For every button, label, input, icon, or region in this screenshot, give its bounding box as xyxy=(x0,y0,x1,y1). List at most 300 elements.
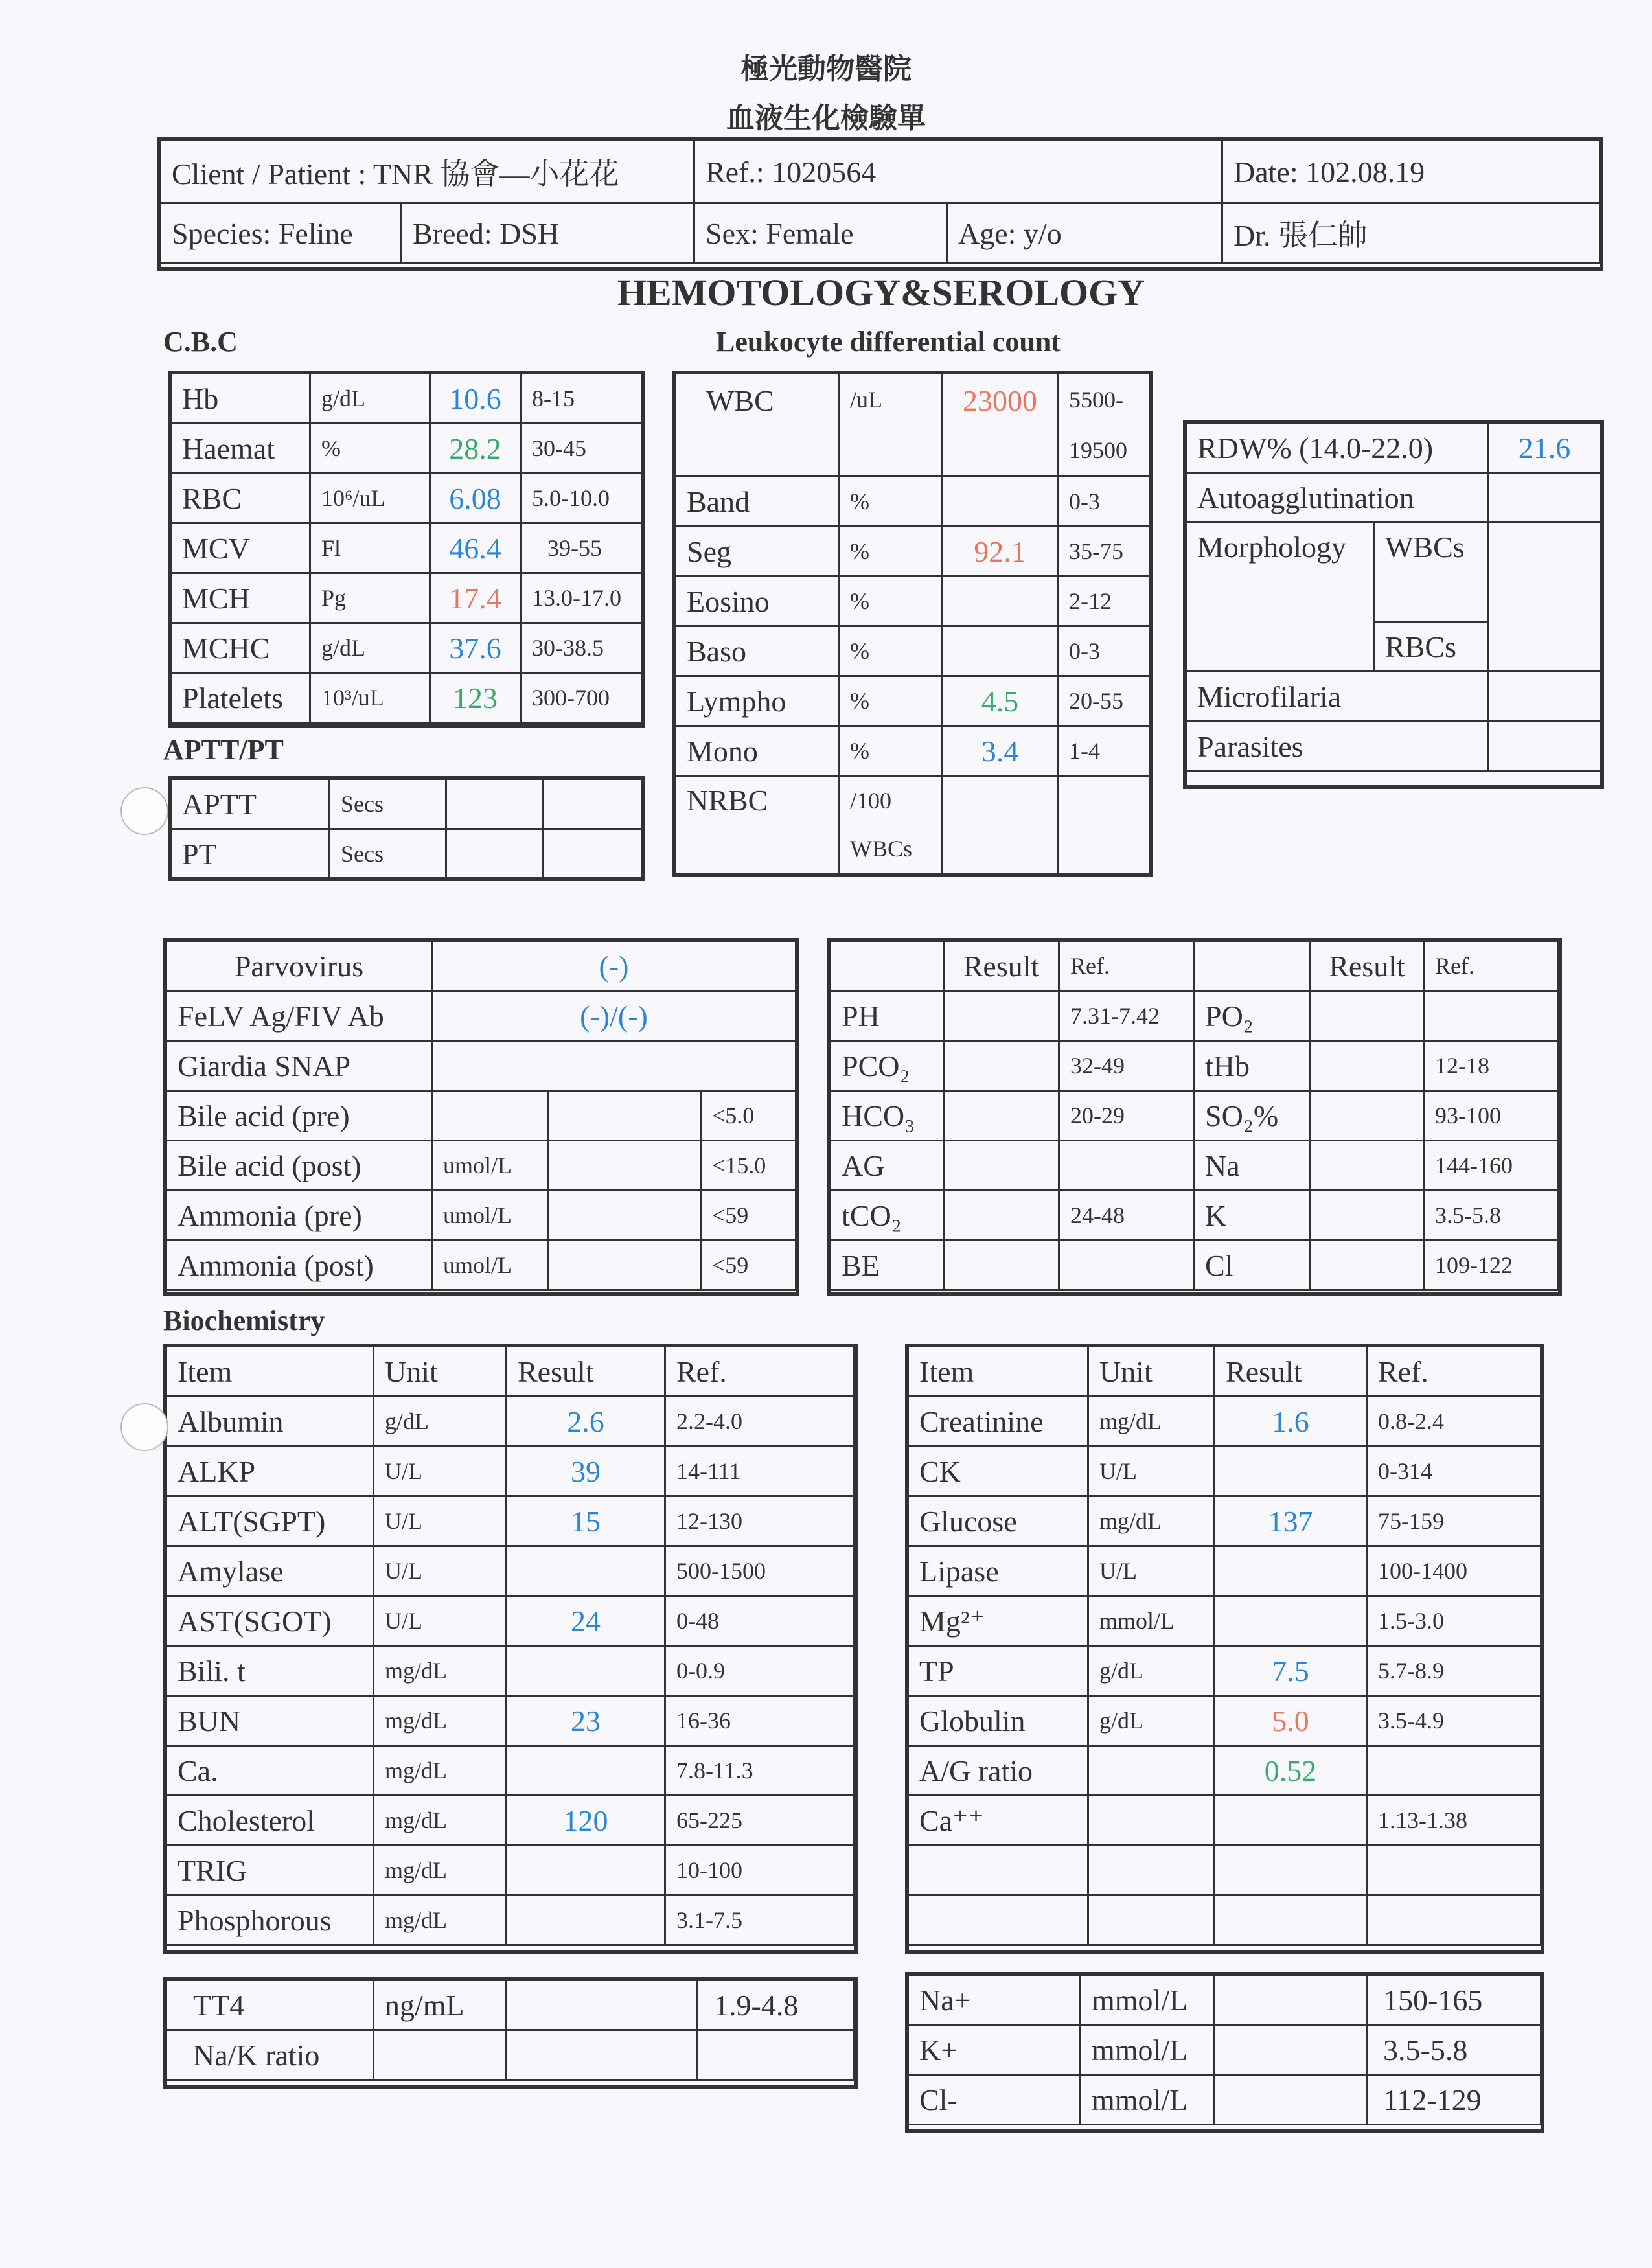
biochem-row xyxy=(166,1696,855,1746)
leukocyte-result xyxy=(943,577,1058,626)
biochem-unit-header: Unit xyxy=(374,1347,507,1397)
biochem-reference: 3.5-4.9 xyxy=(1367,1696,1541,1746)
biochem-result xyxy=(1215,1796,1367,1846)
serology-unit: umol/L xyxy=(432,1241,549,1290)
biochem-result: 0.52 xyxy=(1215,1746,1367,1796)
biochem-item-name: Bili. t xyxy=(166,1646,374,1696)
biochem-item-name: A/G ratio xyxy=(908,1746,1088,1796)
bloodgas-reference: 3.5-5.8 xyxy=(1424,1191,1559,1241)
cbc-table xyxy=(170,372,643,724)
species: Species: Feline xyxy=(161,203,402,264)
biochem-header-row xyxy=(166,1347,855,1397)
cbc-result: 17.4 xyxy=(430,573,521,623)
rdw-value: 21.6 xyxy=(1489,423,1601,473)
tt4-row xyxy=(166,2030,855,2080)
bloodgas-test-name: PO₂ xyxy=(1194,991,1311,1041)
cbc-row xyxy=(171,523,642,573)
bloodgas-row xyxy=(831,1091,1559,1141)
cbc-reference: 5.0-10.0 xyxy=(521,474,642,523)
leukocyte-row xyxy=(676,726,1150,776)
bloodgas-reference xyxy=(1059,1241,1194,1290)
leukocyte-row xyxy=(676,527,1150,577)
bloodgas-result xyxy=(1311,1091,1424,1141)
serology-table xyxy=(165,940,797,1291)
aptt-row xyxy=(171,829,642,879)
cbc-test-name: RBC xyxy=(171,474,310,523)
electrolyte-unit: mmol/L xyxy=(1081,2075,1215,2125)
morphology-value xyxy=(1489,523,1601,672)
morphology-rbcs-label: RBCs xyxy=(1374,622,1489,672)
biochem-row xyxy=(908,1796,1541,1846)
biochem-result xyxy=(507,1846,665,1896)
bloodgas-result-header-left: Result xyxy=(944,941,1059,991)
biochem-result xyxy=(507,1546,665,1596)
biochem-result xyxy=(507,1646,665,1696)
leukocyte-result: 23000 xyxy=(943,374,1058,477)
autoagglutination-value xyxy=(1489,473,1601,523)
serology-result xyxy=(549,1191,701,1241)
biochem-right-table xyxy=(907,1346,1542,1946)
biochem-result: 24 xyxy=(507,1596,665,1646)
leukocyte-unit: % xyxy=(839,726,943,776)
biochem-row xyxy=(166,1746,855,1796)
biochem-row xyxy=(908,1447,1541,1496)
sex: Sex: Female xyxy=(694,203,947,264)
biochem-unit: mg/dL xyxy=(374,1696,507,1746)
cbc-unit: % xyxy=(310,424,430,474)
form-title: 血液生化檢驗單 xyxy=(726,102,926,134)
biochem-row xyxy=(908,1596,1541,1646)
electrolyte-reference: 3.5-5.8 xyxy=(1367,2025,1541,2075)
biochem-item-name: Glucose xyxy=(908,1496,1088,1546)
bloodgas-test-name: tCO₂ xyxy=(831,1191,944,1241)
leukocyte-result: 3.4 xyxy=(943,726,1058,776)
doctor: Dr. 張仁帥 xyxy=(1222,203,1600,264)
bloodgas-result xyxy=(1311,1241,1424,1290)
biochem-reference: 100-1400 xyxy=(1367,1546,1541,1596)
leukocyte-reference xyxy=(1058,776,1150,874)
parvovirus-value: (-) xyxy=(432,941,796,991)
biochem-unit xyxy=(1088,1796,1215,1846)
biochem-row xyxy=(166,1796,855,1846)
bloodgas-test-name: HCO₃ xyxy=(831,1091,944,1141)
leukocyte-row xyxy=(676,374,1150,477)
bloodgas-reference xyxy=(1059,1141,1194,1191)
bloodgas-result xyxy=(1311,1141,1424,1191)
cbc-test-name: MCH xyxy=(171,573,310,623)
biochem-item-name: Amylase xyxy=(166,1546,374,1596)
biochem-result xyxy=(507,1746,665,1796)
biochem-item-name: ALKP xyxy=(166,1447,374,1496)
leukocyte-unit: % xyxy=(839,527,943,577)
autoagglutination-label: Autoagglutination xyxy=(1186,473,1489,523)
biochem-unit: mg/dL xyxy=(1088,1496,1215,1546)
bloodgas-test-name: Na xyxy=(1194,1141,1311,1191)
electrolyte-test-name: K+ xyxy=(908,2025,1081,2075)
biochem-unit: U/L xyxy=(374,1447,507,1496)
electrolytes-table xyxy=(907,1974,1542,2125)
biochem-unit: mg/dL xyxy=(1088,1397,1215,1447)
cbc-result: 37.6 xyxy=(430,623,521,673)
leukocyte-reference: 0-3 xyxy=(1058,626,1150,676)
giardia-value xyxy=(432,1041,796,1091)
bloodgas-test-name: AG xyxy=(831,1141,944,1191)
biochem-unit xyxy=(1088,1746,1215,1796)
parvovirus-label: Parvovirus xyxy=(166,941,432,991)
biochem-row xyxy=(908,1896,1541,1945)
biochem-row xyxy=(166,1546,855,1596)
leukocyte-row xyxy=(676,776,1150,874)
biochem-result xyxy=(1215,1896,1367,1945)
leukocyte-row xyxy=(676,676,1150,726)
bloodgas-reference xyxy=(1424,991,1559,1041)
microfilaria-value xyxy=(1489,672,1601,722)
serology-row xyxy=(166,1191,796,1241)
cbc-result: 6.08 xyxy=(430,474,521,523)
bloodgas-test-name: SO₂% xyxy=(1194,1091,1311,1141)
biochem-item-name: TRIG xyxy=(166,1846,374,1896)
biochem-item-name: Ca. xyxy=(166,1746,374,1796)
bloodgas-result xyxy=(944,1191,1059,1241)
biochem-reference xyxy=(1367,1846,1541,1896)
biochem-row xyxy=(166,1646,855,1696)
tt4-unit: ng/mL xyxy=(374,1980,507,2030)
cbc-result: 28.2 xyxy=(430,424,521,474)
aptt-reference xyxy=(544,829,642,879)
biochem-result-header: Result xyxy=(507,1347,665,1397)
parasites-value xyxy=(1489,722,1601,772)
section-title-leukocyte: Leukocyte differential count xyxy=(716,326,1061,358)
bloodgas-result xyxy=(1311,1191,1424,1241)
serology-test-name: Bile acid (pre) xyxy=(166,1091,432,1141)
biochem-unit: g/dL xyxy=(1088,1646,1215,1696)
aptt-unit: Secs xyxy=(330,779,446,829)
bloodgas-row xyxy=(831,1141,1559,1191)
biochem-row xyxy=(908,1496,1541,1546)
cbc-row xyxy=(171,474,642,523)
leukocyte-test-name: WBC xyxy=(676,374,839,477)
biochem-item-name: Ca⁺⁺ xyxy=(908,1796,1088,1846)
aptt-reference xyxy=(544,779,642,829)
leukocyte-test-name: NRBC xyxy=(676,776,839,874)
bloodgas-ref-header-left: Ref. xyxy=(1059,941,1194,991)
leukocyte-row xyxy=(676,477,1150,527)
tt4-table xyxy=(165,1979,855,2081)
biochem-unit: mg/dL xyxy=(374,1846,507,1896)
bloodgas-result-header-right: Result xyxy=(1311,941,1424,991)
electrolyte-row xyxy=(908,1975,1541,2025)
biochem-ref-header: Ref. xyxy=(1367,1347,1541,1397)
leukocyte-result xyxy=(943,477,1058,527)
biochem-unit xyxy=(1088,1846,1215,1896)
biochem-row xyxy=(908,1397,1541,1447)
biochem-item-name: Creatinine xyxy=(908,1397,1088,1447)
biochem-result: 5.0 xyxy=(1215,1696,1367,1746)
biochem-result xyxy=(1215,1546,1367,1596)
cbc-row xyxy=(171,623,642,673)
biochem-unit: mmol/L xyxy=(1088,1596,1215,1646)
section-title-cbc: C.B.C xyxy=(163,326,238,358)
biochem-result xyxy=(1215,1846,1367,1896)
biochem-unit: mg/dL xyxy=(374,1896,507,1945)
rdw-table xyxy=(1185,422,1601,772)
bloodgas-ref-header-right: Ref. xyxy=(1424,941,1559,991)
biochem-item-name: Lipase xyxy=(908,1546,1088,1596)
rdw-label: RDW% (14.0-22.0) xyxy=(1186,423,1489,473)
leukocyte-reference xyxy=(1058,374,1150,477)
bloodgas-test-name: PCO₂ xyxy=(831,1041,944,1091)
biochem-unit: U/L xyxy=(374,1496,507,1546)
biochem-result: 137 xyxy=(1215,1496,1367,1546)
biochem-result: 7.5 xyxy=(1215,1646,1367,1696)
biochem-row xyxy=(908,1646,1541,1696)
leukocyte-unit: /uL xyxy=(839,374,943,477)
biochem-header-row xyxy=(908,1347,1541,1397)
biochem-unit: mg/dL xyxy=(374,1646,507,1696)
biochem-result: 15 xyxy=(507,1496,665,1546)
bloodgas-reference: 24-48 xyxy=(1059,1191,1194,1241)
cbc-row xyxy=(171,673,642,723)
biochem-item-name: ALT(SGPT) xyxy=(166,1496,374,1546)
biochem-reference xyxy=(1367,1896,1541,1945)
leukocyte-unit xyxy=(839,776,943,874)
biochem-unit: g/dL xyxy=(374,1397,507,1447)
cbc-test-name: Hb xyxy=(171,374,310,424)
leukocyte-result xyxy=(943,776,1058,874)
biochem-result: 1.6 xyxy=(1215,1397,1367,1447)
leukocyte-unit: % xyxy=(839,477,943,527)
biochem-reference: 0-48 xyxy=(665,1596,855,1646)
aptt-test-name: PT xyxy=(171,829,330,879)
cbc-test-name: Haemat xyxy=(171,424,310,474)
serology-unit xyxy=(432,1091,549,1141)
biochem-reference xyxy=(1367,1746,1541,1796)
bloodgas-reference: 12-18 xyxy=(1424,1041,1559,1091)
electrolyte-result xyxy=(1215,2025,1367,2075)
serology-unit: umol/L xyxy=(432,1191,549,1241)
biochem-reference: 1.13-1.38 xyxy=(1367,1796,1541,1846)
cbc-unit: 10⁶/uL xyxy=(310,474,430,523)
bloodgas-result xyxy=(944,1041,1059,1091)
felv-fiv-label: FeLV Ag/FIV Ab xyxy=(166,991,432,1041)
biochem-reference: 3.1-7.5 xyxy=(665,1896,855,1945)
cbc-reference: 8-15 xyxy=(521,374,642,424)
serology-reference: <15.0 xyxy=(701,1141,796,1191)
microfilaria-label: Microfilaria xyxy=(1186,672,1489,722)
biochem-unit: mg/dL xyxy=(374,1796,507,1846)
serology-unit: umol/L xyxy=(432,1141,549,1191)
biochem-reference: 5.7-8.9 xyxy=(1367,1646,1541,1696)
biochem-ref-header: Ref. xyxy=(665,1347,855,1397)
client-patient: Client / Patient : TNR 協會—小花花 xyxy=(161,141,694,203)
biochem-row xyxy=(908,1746,1541,1796)
section-title-biochemistry: Biochemistry xyxy=(163,1305,325,1336)
bloodgas-reference: 109-122 xyxy=(1424,1241,1559,1290)
bloodgas-header-blank-right xyxy=(1194,941,1311,991)
cbc-test-name: MCHC xyxy=(171,623,310,673)
leukocyte-test-name: Lympho xyxy=(676,676,839,726)
bloodgas-result xyxy=(944,1091,1059,1141)
bloodgas-reference: 20-29 xyxy=(1059,1091,1194,1141)
leukocyte-row xyxy=(676,577,1150,626)
leukocyte-unit: % xyxy=(839,577,943,626)
bloodgas-result xyxy=(1311,1041,1424,1091)
morphology-wbcs-label: WBCs xyxy=(1374,523,1489,622)
cbc-reference: 300-700 xyxy=(521,673,642,723)
biochem-unit: g/dL xyxy=(1088,1696,1215,1746)
binder-hole xyxy=(120,1403,168,1451)
bloodgas-result xyxy=(944,991,1059,1041)
serology-test-name: Ammonia (pre) xyxy=(166,1191,432,1241)
biochem-reference: 500-1500 xyxy=(665,1546,855,1596)
leukocyte-test-name: Mono xyxy=(676,726,839,776)
serology-test-name: Bile acid (post) xyxy=(166,1141,432,1191)
biochem-item-name: AST(SGOT) xyxy=(166,1596,374,1646)
aptt-result xyxy=(446,779,544,829)
bloodgas-row xyxy=(831,1041,1559,1091)
age: Age: y/o xyxy=(947,203,1222,264)
electrolyte-row xyxy=(908,2075,1541,2125)
leukocyte-test-name: Baso xyxy=(676,626,839,676)
bloodgas-test-name: BE xyxy=(831,1241,944,1290)
wbc-ref-high: 19500 xyxy=(1069,437,1127,463)
biochem-item-header: Item xyxy=(166,1347,374,1397)
serology-row xyxy=(166,1091,796,1141)
bloodgas-result xyxy=(944,1241,1059,1290)
section-title-hemotology: HEMOTOLOGY&SEROLOGY xyxy=(617,271,1145,314)
nrbc-unit-top: /100 xyxy=(850,788,892,814)
biochem-reference: 0.8-2.4 xyxy=(1367,1397,1541,1447)
hospital-name: 極光動物醫院 xyxy=(740,53,912,85)
tt4-result xyxy=(507,1980,698,2030)
biochem-result: 23 xyxy=(507,1696,665,1746)
serology-reference: <59 xyxy=(701,1191,796,1241)
serology-reference: <59 xyxy=(701,1241,796,1290)
bloodgas-table xyxy=(829,940,1559,1291)
biochem-reference: 2.2-4.0 xyxy=(665,1397,855,1447)
electrolyte-reference: 112-129 xyxy=(1367,2075,1541,2125)
biochem-item-name xyxy=(908,1846,1088,1896)
bloodgas-test-name: PH xyxy=(831,991,944,1041)
biochem-row xyxy=(166,1496,855,1546)
binder-hole xyxy=(120,787,168,835)
leukocyte-reference: 20-55 xyxy=(1058,676,1150,726)
biochem-result: 2.6 xyxy=(507,1397,665,1447)
biochem-item-header: Item xyxy=(908,1347,1088,1397)
biochem-result xyxy=(1215,1447,1367,1496)
electrolyte-test-name: Cl- xyxy=(908,2075,1081,2125)
electrolyte-unit: mmol/L xyxy=(1081,2025,1215,2075)
biochem-row xyxy=(908,1696,1541,1746)
biochem-item-name: Albumin xyxy=(166,1397,374,1447)
electrolyte-result xyxy=(1215,2075,1367,2125)
biochem-item-name: Globulin xyxy=(908,1696,1088,1746)
aptt-result xyxy=(446,829,544,879)
cbc-result: 46.4 xyxy=(430,523,521,573)
bloodgas-row xyxy=(831,1241,1559,1290)
cbc-test-name: Platelets xyxy=(171,673,310,723)
serology-result xyxy=(549,1241,701,1290)
bloodgas-test-name: tHb xyxy=(1194,1041,1311,1091)
biochem-item-name xyxy=(908,1896,1088,1945)
biochem-row xyxy=(166,1447,855,1496)
cbc-unit: 10³/uL xyxy=(310,673,430,723)
tt4-reference: 1.9-4.8 xyxy=(698,1980,855,2030)
leukocyte-unit: % xyxy=(839,676,943,726)
bloodgas-header-blank-left xyxy=(831,941,944,991)
biochem-unit: U/L xyxy=(1088,1546,1215,1596)
cbc-row xyxy=(171,424,642,474)
biochem-reference: 10-100 xyxy=(665,1846,855,1896)
tt4-result xyxy=(507,2030,698,2080)
leukocyte-reference: 1-4 xyxy=(1058,726,1150,776)
biochem-item-name: Mg²⁺ xyxy=(908,1596,1088,1646)
biochem-result: 120 xyxy=(507,1796,665,1846)
biochem-reference: 12-130 xyxy=(665,1496,855,1546)
biochem-result: 39 xyxy=(507,1447,665,1496)
biochem-item-name: TP xyxy=(908,1646,1088,1696)
biochem-item-name: Phosphorous xyxy=(166,1896,374,1945)
report-date: Date: 102.08.19 xyxy=(1222,141,1600,203)
cbc-reference: 13.0-17.0 xyxy=(521,573,642,623)
cbc-row xyxy=(171,374,642,424)
morphology-label: Morphology xyxy=(1186,523,1374,672)
biochem-reference: 1.5-3.0 xyxy=(1367,1596,1541,1646)
parasites-label: Parasites xyxy=(1186,722,1489,772)
bloodgas-result xyxy=(944,1141,1059,1191)
biochem-row xyxy=(908,1546,1541,1596)
biochem-reference: 14-111 xyxy=(665,1447,855,1496)
bloodgas-row xyxy=(831,991,1559,1041)
biochem-unit: mg/dL xyxy=(374,1746,507,1796)
biochem-item-name: Cholesterol xyxy=(166,1796,374,1846)
biochem-reference: 75-159 xyxy=(1367,1496,1541,1546)
cbc-reference: 30-45 xyxy=(521,424,642,474)
leukocyte-test-name: Band xyxy=(676,477,839,527)
felv-fiv-value: (-)/(-) xyxy=(432,991,796,1041)
tt4-reference xyxy=(698,2030,855,2080)
biochem-unit xyxy=(1088,1896,1215,1945)
biochem-result xyxy=(1215,1596,1367,1646)
bloodgas-test-name: Cl xyxy=(1194,1241,1311,1290)
biochem-reference: 16-36 xyxy=(665,1696,855,1746)
serology-result xyxy=(549,1091,701,1141)
leukocyte-reference: 2-12 xyxy=(1058,577,1150,626)
cbc-unit: g/dL xyxy=(310,374,430,424)
cbc-unit: Fl xyxy=(310,523,430,573)
biochem-left-table xyxy=(165,1346,855,1946)
tt4-test-name: TT4 xyxy=(166,1980,374,2030)
header-table xyxy=(159,139,1601,264)
aptt-row xyxy=(171,779,642,829)
leukocyte-table xyxy=(674,372,1151,875)
biochem-row xyxy=(166,1397,855,1447)
cbc-result: 10.6 xyxy=(430,374,521,424)
aptt-unit: Secs xyxy=(330,829,446,879)
bloodgas-reference: 32-49 xyxy=(1059,1041,1194,1091)
tt4-test-name: Na/K ratio xyxy=(166,2030,374,2080)
electrolyte-row xyxy=(908,2025,1541,2075)
wbc-ref-low: 5500- xyxy=(1069,387,1123,413)
leukocyte-reference: 35-75 xyxy=(1058,527,1150,577)
bloodgas-result xyxy=(1311,991,1424,1041)
biochem-unit-header: Unit xyxy=(1088,1347,1215,1397)
leukocyte-result xyxy=(943,626,1058,676)
section-title-aptt: APTT/PT xyxy=(163,734,284,766)
cbc-test-name: MCV xyxy=(171,523,310,573)
bloodgas-test-name: K xyxy=(1194,1191,1311,1241)
cbc-unit: Pg xyxy=(310,573,430,623)
